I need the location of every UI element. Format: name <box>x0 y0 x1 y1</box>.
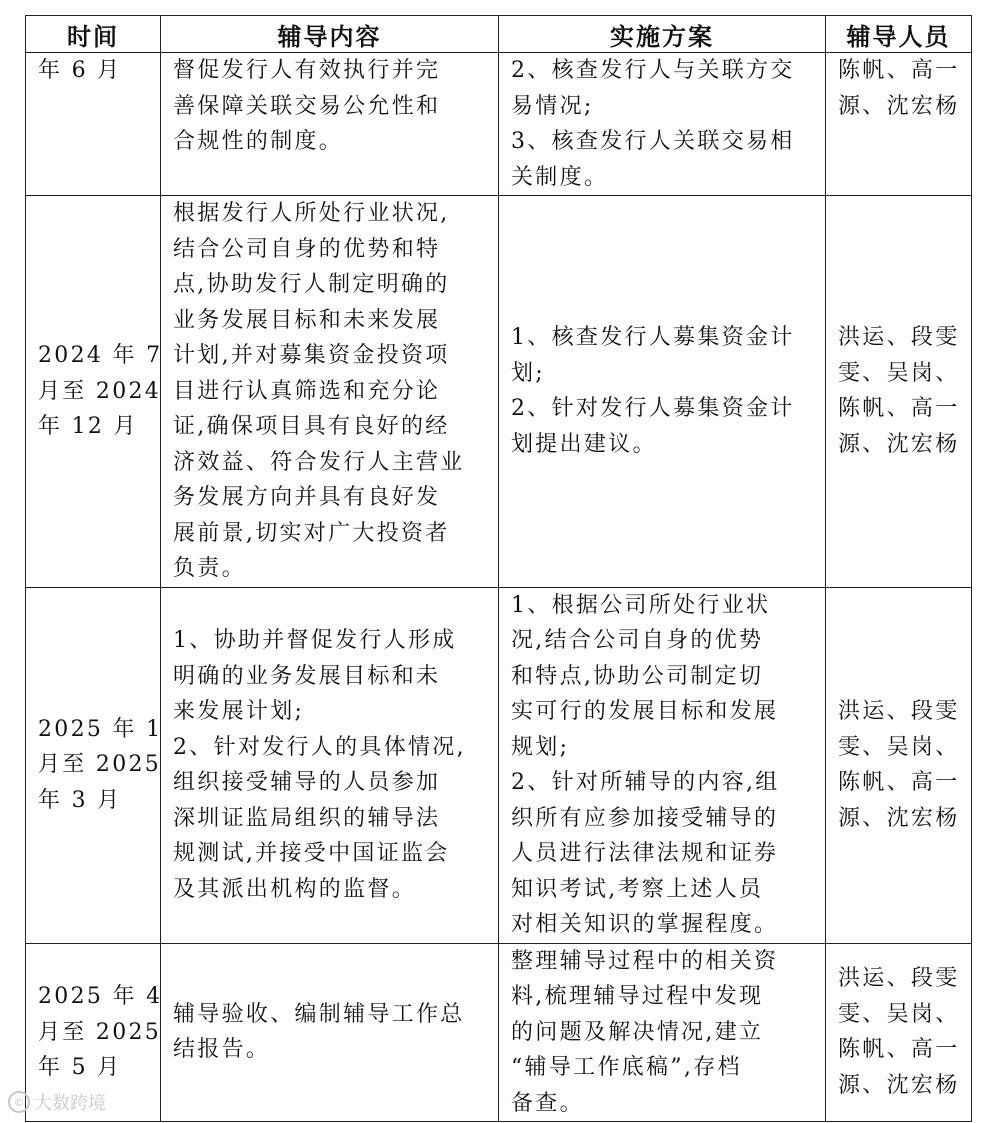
staff-line: 洪运、段雯 <box>838 966 960 992</box>
time-line: 月至 2025 <box>38 1019 162 1045</box>
content-line: 辅导验收、编制辅导工作总 <box>173 1001 465 1027</box>
time-cell <box>26 53 161 196</box>
plan-line: 3、核查发行人关联交易相 <box>511 129 795 154</box>
content-line: 督促发行人有效执行并完 <box>173 58 441 83</box>
plan-line: 2、针对所辅导的内容,组 <box>511 770 780 795</box>
watermark <box>8 1089 106 1115</box>
content-cell <box>161 943 499 1122</box>
staff-line: 陈帆、高一 <box>838 1037 960 1063</box>
plan-cell <box>499 943 826 1122</box>
staff-line: 源、沈宏杨 <box>838 1072 960 1098</box>
plan-line: 1、根据公司所处行业状 <box>511 592 771 618</box>
plan-line: 整理辅导过程中的相关资 <box>511 948 779 974</box>
watermark-text: 大数跨境 <box>34 1093 106 1114</box>
content-line: 2、针对发行人的具体情况, <box>173 734 466 760</box>
content-line: 深圳证监局组织的辅导法 <box>173 805 441 831</box>
plan-line: 易情况; <box>511 93 594 119</box>
time-line: 2025 年 4 <box>38 984 163 1009</box>
plan-line: 划; <box>511 360 546 386</box>
staff-cell <box>826 196 972 588</box>
plan-cell <box>499 196 826 588</box>
plan-line: 人员进行法律法规和证券 <box>511 841 779 866</box>
time-line: 年 5 月 <box>38 1055 122 1080</box>
content-line: 1、协助并督促发行人形成 <box>173 628 457 653</box>
staff-line: 源、沈宏杨 <box>838 805 960 831</box>
staff-line: 雯、吴岗、 <box>838 360 960 386</box>
time-line: 月至 2025 <box>38 752 162 778</box>
plan-line: 划提出建议。 <box>511 431 657 457</box>
plan-line: “辅导工作底稿”,存档 <box>511 1055 742 1080</box>
content-line: 合规性的制度。 <box>173 129 344 154</box>
staff-line: 陈帆、高一 <box>838 770 960 795</box>
staff-line: 雯、吴岗、 <box>838 1001 960 1027</box>
plan-line: 织所有应参加接受辅导的 <box>511 805 779 831</box>
time-cell <box>26 196 161 588</box>
staff-line: 源、沈宏杨 <box>838 431 960 457</box>
time-line: 2025 年 1 <box>38 716 163 742</box>
content-line: 组织接受辅导的人员参加 <box>173 770 441 795</box>
plan-line: 备查。 <box>511 1090 584 1116</box>
staff-line: 雯、吴岗、 <box>838 734 960 760</box>
staff-line: 源、沈宏杨 <box>838 93 960 119</box>
plan-line: 知识考试,考察上述人员 <box>511 876 764 902</box>
table-row <box>26 587 972 943</box>
plan-line: 和特点,协助公司制定切 <box>511 663 764 689</box>
staff-cell <box>826 943 972 1122</box>
content-cell <box>161 196 499 588</box>
time-cell <box>26 587 161 943</box>
header-plan: 实施方案 <box>499 16 826 53</box>
table-row <box>26 943 972 1122</box>
plan-line: 对相关知识的掌握程度。 <box>511 912 779 937</box>
watermark-logo-icon: © <box>8 1091 30 1113</box>
plan-line: 料,梳理辅导过程中发现 <box>511 984 764 1009</box>
content-line: 点,协助发行人制定明确的 <box>173 272 450 297</box>
time-line: 年 3 月 <box>38 787 122 813</box>
plan-line: 规划; <box>511 734 570 760</box>
plan-line: 2、针对发行人募集资金计 <box>511 396 795 422</box>
time-line: 月至 2024 <box>38 378 162 404</box>
table-row <box>26 196 972 588</box>
content-line: 证,确保项目具有良好的经 <box>173 414 450 439</box>
content-line: 结合公司自身的优势和特 <box>173 236 441 262</box>
plan-line: 实可行的发展目标和发展 <box>511 699 779 724</box>
plan-line: 2、核查发行人与关联方交 <box>511 58 795 83</box>
header-content: 辅导内容 <box>161 16 499 53</box>
content-line: 来发展计划; <box>173 699 305 724</box>
staff-line: 陈帆、高一 <box>838 58 960 83</box>
plan-cell <box>499 587 826 943</box>
table-row <box>26 53 972 196</box>
content-line: 根据发行人所处行业状况, <box>173 201 450 226</box>
content-line: 计划,并对募集资金投资项 <box>173 343 450 368</box>
content-line: 明确的业务发展目标和未 <box>173 663 441 689</box>
plan-line: 况,结合公司自身的优势 <box>511 628 764 653</box>
time-line: 年 12 月 <box>38 414 138 439</box>
content-line: 及其派出机构的监督。 <box>173 876 417 902</box>
content-line: 展前景,切实对广大投资者 <box>173 520 450 546</box>
header-staff: 辅导人员 <box>826 16 972 53</box>
coaching-schedule-table <box>25 15 972 1122</box>
content-cell <box>161 53 499 196</box>
content-cell <box>161 587 499 943</box>
staff-line: 洪运、段雯 <box>838 325 960 351</box>
time-line: 年 6 月 <box>38 58 122 83</box>
time-line: 2024 年 7 <box>38 343 163 368</box>
header-time: 时间 <box>26 16 161 53</box>
plan-line: 的问题及解决情况,建立 <box>511 1019 764 1045</box>
content-line: 济效益、符合发行人主营业 <box>173 449 465 475</box>
content-line: 结报告。 <box>173 1037 271 1063</box>
staff-cell <box>826 53 972 196</box>
plan-cell <box>499 53 826 196</box>
content-line: 业务发展目标和未来发展 <box>173 307 441 333</box>
staff-cell <box>826 587 972 943</box>
staff-line: 洪运、段雯 <box>838 699 960 724</box>
table-header-row <box>26 16 972 53</box>
content-line: 务发展方向并具有良好发 <box>173 485 441 510</box>
content-line: 目进行认真筛选和充分论 <box>173 378 441 404</box>
staff-line: 陈帆、高一 <box>838 396 960 422</box>
content-line: 负责。 <box>173 556 246 581</box>
plan-line: 1、核查发行人募集资金计 <box>511 325 795 351</box>
content-line: 善保障关联交易公允性和 <box>173 93 441 119</box>
content-line: 规测试,并接受中国证监会 <box>173 841 450 866</box>
plan-line: 关制度。 <box>511 164 609 190</box>
